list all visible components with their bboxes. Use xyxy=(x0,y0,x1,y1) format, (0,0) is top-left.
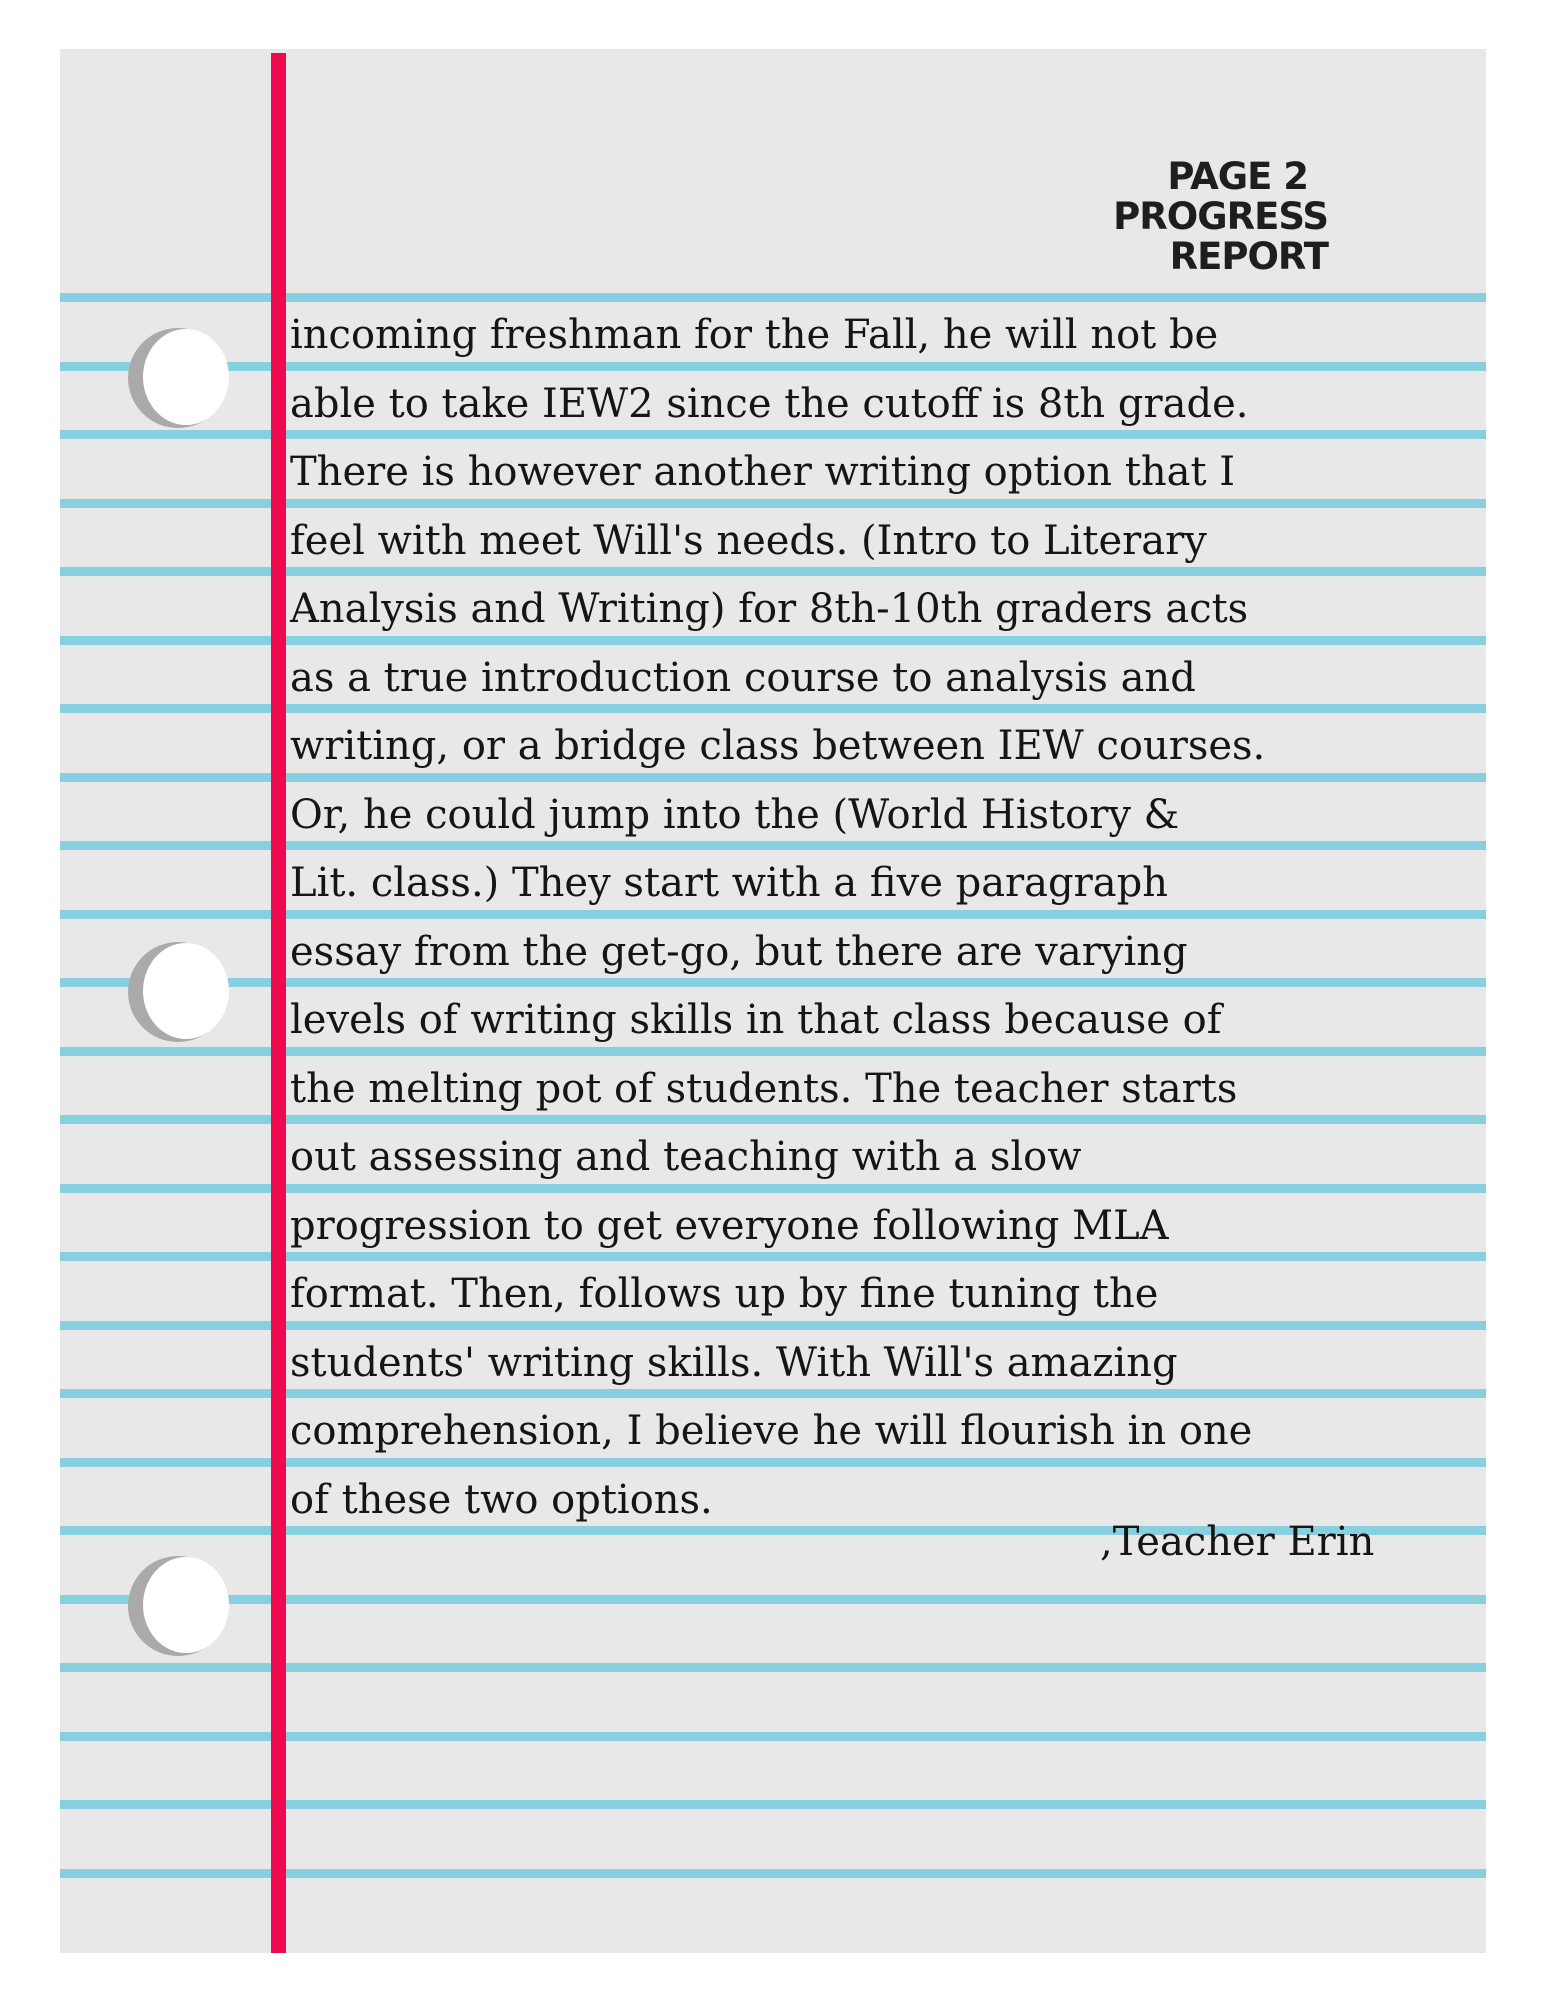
body-line: Or, he could jump into the (World History & xyxy=(290,791,1180,838)
body-line: comprehension, I believe he will flourish in one xyxy=(290,1408,1253,1454)
body-line: out assessing and teaching with a slow xyxy=(290,1134,1082,1180)
body-line: students' writing skills. With Will's amazing xyxy=(290,1339,1178,1386)
body-line: able to take IEW2 since the cutoff is 8th grade. xyxy=(290,380,1249,427)
notebook-paper xyxy=(60,49,1486,1953)
body-line: of these two options. xyxy=(290,1476,713,1523)
body-line: There is however another writing option that I xyxy=(290,449,1236,495)
signature: ,Teacher Erin xyxy=(1100,1519,1375,1565)
body-line: feel with meet Will's needs. (Intro to Literary xyxy=(290,517,1207,564)
page-header xyxy=(1113,157,1328,277)
page-number: PAGE 2 xyxy=(1167,155,1308,198)
body-line: the melting pot of students. The teacher starts xyxy=(290,1065,1238,1112)
binder-hole-middle xyxy=(128,942,228,1042)
header-title-line1: PROGRESS xyxy=(1113,195,1328,238)
margin-line xyxy=(271,53,286,1953)
body-line: writing, or a bridge class between IEW courses. xyxy=(290,723,1266,769)
body-line: as a true introduction course to analysis and xyxy=(290,654,1196,701)
body-line: format. Then, follows up by fine tuning the xyxy=(290,1271,1159,1317)
body-line: incoming freshman for the Fall, he will not be xyxy=(290,312,1219,358)
binder-hole-top xyxy=(128,328,228,428)
body-line: Analysis and Writing) for 8th-10th graders acts xyxy=(290,586,1249,632)
binder-hole-bottom xyxy=(128,1556,228,1656)
body-line: essay from the get-go, but there are varying xyxy=(290,928,1188,975)
header-title-line2: REPORT xyxy=(1169,235,1328,278)
body-line: Lit. class.) They start with a five paragraph xyxy=(290,860,1168,906)
body-line: progression to get everyone following MLA xyxy=(290,1202,1169,1249)
report-body xyxy=(290,301,1410,1534)
body-line: levels of writing skills in that class because of xyxy=(290,997,1222,1043)
